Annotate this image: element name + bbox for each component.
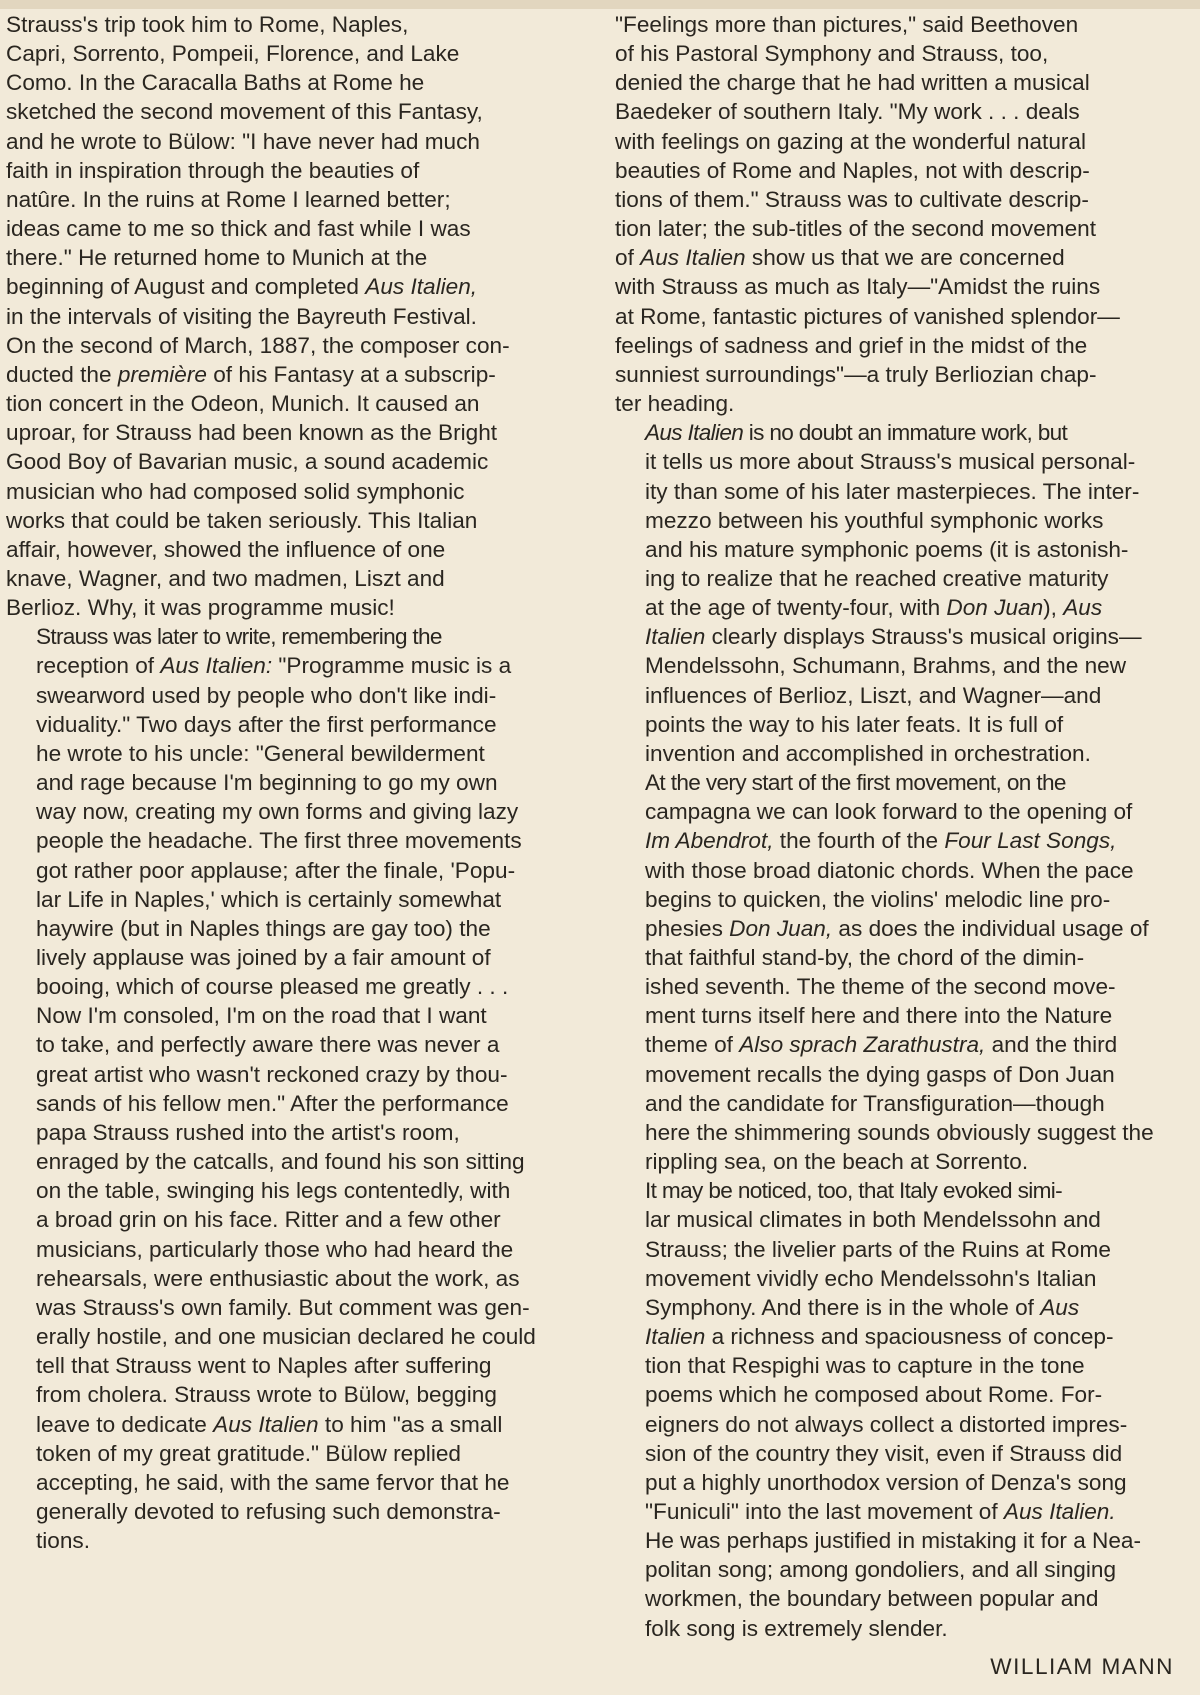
- text-segment: tion later; the sub-titles of the second movement: [615, 216, 1096, 242]
- text-segment: here the shimmering sounds obviously suggest the: [645, 1119, 1154, 1145]
- text-line: [6, 331, 588, 360]
- text-segment: and the third: [985, 1032, 1118, 1058]
- text-line: [6, 593, 588, 622]
- text-line: [615, 1439, 1197, 1468]
- text-segment: tions of them." Strauss was to cultivate descrip-: [615, 186, 1089, 212]
- text-line: [615, 651, 1197, 680]
- text-segment: lar musical climates in both Mendelssohn and: [645, 1207, 1101, 1233]
- text-line: [6, 914, 588, 943]
- text-line: [615, 418, 1197, 447]
- text-line: [6, 389, 588, 418]
- text-segment: with Strauss as much as Italy—"Amidst the ruins: [615, 274, 1101, 300]
- text-segment: ished seventh. The theme of the second move-: [645, 974, 1116, 1000]
- text-segment: sands of his fellow men." After the performance: [36, 1090, 509, 1116]
- paragraph: [615, 1176, 1197, 1643]
- text-segment: beauties of Rome and Naples, not with descrip-: [615, 157, 1090, 183]
- text-line: [615, 272, 1197, 301]
- text-segment: musician who had composed solid symphonic: [6, 478, 465, 504]
- text-line: [615, 1468, 1197, 1497]
- text-line: [6, 797, 588, 826]
- text-segment: ing to realize that he reached creative maturity: [645, 565, 1109, 591]
- text-line: [6, 39, 588, 68]
- text-segment: Mendelssohn, Schumann, Brahms, and the new: [645, 653, 1127, 679]
- text-segment: in the intervals of visiting the Bayreuth Festival.: [6, 303, 477, 329]
- text-segment: Strauss's trip took him to Rome, Naples,: [6, 12, 409, 37]
- text-line: [6, 1205, 588, 1234]
- text-segment: and his mature symphonic poems (it is astonish-: [645, 536, 1129, 562]
- text-line: [615, 1380, 1197, 1409]
- text-line: [615, 185, 1197, 214]
- text-line: [615, 1351, 1197, 1380]
- text-segment: denied the charge that he had written a musical: [615, 70, 1090, 96]
- text-segment: influences of Berlioz, Liszt, and Wagner—and: [645, 682, 1102, 708]
- text-segment: sunniest surroundings"—a truly Berliozian chap-: [615, 361, 1097, 387]
- text-segment: points the way to his later feats. It is full of: [645, 711, 1064, 737]
- text-line: [615, 1410, 1197, 1439]
- text-line: [615, 535, 1197, 564]
- text-segment: at Rome, fantastic pictures of vanished splendor—: [615, 303, 1120, 329]
- text-segment: "Funiculi" into the last movement of: [645, 1498, 1004, 1524]
- text-segment: On the second of March, 1887, the composer con-: [6, 332, 510, 358]
- text-segment: tions.: [36, 1528, 91, 1554]
- italic-title: Aus Italien,: [365, 274, 478, 300]
- text-line: [615, 1322, 1197, 1351]
- italic-title: Aus: [1040, 1294, 1080, 1320]
- text-segment: booing, which of course pleased me greatly . . .: [36, 974, 509, 1000]
- text-line: [6, 535, 588, 564]
- text-segment: tion that Respighi was to capture in the tone: [645, 1353, 1085, 1379]
- italic-title: Don Juan,: [729, 915, 833, 941]
- text-segment: there." He returned home to Munich at the: [6, 245, 428, 271]
- text-segment: musicians, particularly those who had heard the: [36, 1236, 514, 1262]
- text-line: [6, 97, 588, 126]
- text-segment: uproar, for Strauss had been known as the Bright: [6, 420, 498, 446]
- text-segment: natûre. In the ruins at Rome I learned better;: [6, 186, 451, 212]
- text-segment: erally hostile, and one musician declared he could: [36, 1324, 536, 1350]
- italic-title: Four Last Songs,: [944, 828, 1117, 854]
- text-segment: show us that we are concerned: [745, 245, 1065, 271]
- text-segment: Strauss was later to write, remembering the: [36, 624, 442, 650]
- text-segment: ducted the: [6, 361, 118, 387]
- text-segment: It may be noticed, too, that Italy evoked simi-: [645, 1178, 1063, 1204]
- text-segment: affair, however, showed the influence of one: [6, 536, 446, 562]
- text-segment: people the headache. The first three movements: [36, 828, 522, 854]
- text-line: [615, 302, 1197, 331]
- text-line: [6, 127, 588, 156]
- text-segment: Capri, Sorrento, Pompeii, Florence, and Lake: [6, 41, 460, 67]
- text-line: [6, 447, 588, 476]
- text-line: [615, 1060, 1197, 1089]
- text-segment: as does the individual usage of: [832, 915, 1149, 941]
- italic-title: Aus Italien:: [160, 653, 273, 679]
- text-line: [6, 826, 588, 855]
- text-line: [615, 1001, 1197, 1030]
- text-line: [615, 1584, 1197, 1613]
- text-segment: got rather poor applause; after the finale, 'Popu-: [36, 857, 516, 883]
- text-segment: of his Fantasy at a subscrip-: [206, 361, 496, 387]
- text-line: [615, 1205, 1197, 1234]
- text-line: [6, 214, 588, 243]
- text-segment: At the very start of the first movement, on the: [645, 770, 1066, 796]
- text-line: [615, 97, 1197, 126]
- text-segment: a broad grin on his face. Ritter and a few other: [36, 1207, 501, 1233]
- text-line: [6, 1235, 588, 1264]
- text-segment: Berlioz. Why, it was programme music!: [6, 595, 395, 621]
- text-segment: and the candidate for Transfiguration—though: [645, 1090, 1105, 1116]
- text-line: [615, 1176, 1197, 1205]
- text-segment: leave to dedicate: [36, 1411, 214, 1437]
- text-segment: on the table, swinging his legs contentedly, with: [36, 1178, 511, 1204]
- text-segment: at the age of twenty-four, with: [645, 595, 947, 621]
- italic-title: Italien: [645, 624, 706, 650]
- text-line: [6, 681, 588, 710]
- text-line: [6, 272, 588, 301]
- text-line: [6, 243, 588, 272]
- text-line: [615, 914, 1197, 943]
- text-line: [615, 972, 1197, 1001]
- italic-title: première: [117, 361, 207, 387]
- text-segment: enraged by the catcalls, and found his son sitting: [36, 1149, 525, 1175]
- author-signature: WILLIAM MANN: [990, 1654, 1174, 1679]
- text-line: [615, 622, 1197, 651]
- italic-title: Aus Italien: [645, 420, 744, 446]
- text-segment: from cholera. Strauss wrote to Bülow, begging: [36, 1382, 497, 1408]
- text-line: [6, 1030, 588, 1059]
- paragraph: [615, 10, 1197, 418]
- text-line: [6, 856, 588, 885]
- paragraph: [6, 10, 588, 622]
- text-segment: Now I'm consoled, I'm on the road that I want: [36, 1003, 487, 1029]
- italic-title: Aus: [1063, 595, 1103, 621]
- italic-title: Aus Italien: [213, 1411, 319, 1437]
- text-segment: tell that Strauss went to Naples after suffering: [36, 1353, 492, 1379]
- text-segment: token of my great gratitude." Bülow replied: [36, 1440, 461, 1466]
- text-line: [6, 506, 588, 535]
- italic-title: Italien: [645, 1324, 706, 1350]
- text-segment: campagna we can look forward to the opening of: [645, 799, 1133, 825]
- text-line: [615, 156, 1197, 185]
- italic-title: Im Abendrot,: [645, 828, 774, 854]
- text-segment: ter heading.: [615, 391, 735, 417]
- text-line: [6, 651, 588, 680]
- text-segment: lively applause was joined by a fair amount of: [36, 945, 491, 970]
- text-line: [615, 1614, 1197, 1643]
- text-segment: Good Boy of Bavarian music, a sound academic: [6, 449, 489, 475]
- text-segment: a richness and spaciousness of concep-: [705, 1324, 1114, 1350]
- text-line: [6, 1060, 588, 1089]
- text-segment: ment turns itself here and there into the Nature: [645, 1003, 1113, 1029]
- text-segment: invention and accomplished in orchestration.: [645, 740, 1091, 766]
- text-segment: he wrote to his uncle: "General bewilderment: [36, 740, 485, 766]
- text-segment: rippling sea, on the beach at Sorrento.: [645, 1149, 1029, 1175]
- text-line: [615, 710, 1197, 739]
- text-line: [6, 768, 588, 797]
- text-line: [615, 681, 1197, 710]
- text-line: [615, 39, 1197, 68]
- text-segment: to take, and perfectly aware there was never a: [36, 1032, 500, 1058]
- text-segment: papa Strauss rushed into the artist's room,: [36, 1119, 460, 1145]
- text-line: [6, 1380, 588, 1409]
- text-line: [615, 593, 1197, 622]
- text-segment: He was perhaps justified in mistaking it for a Nea-: [645, 1528, 1142, 1554]
- text-line: [615, 127, 1197, 156]
- text-line: [6, 943, 588, 972]
- text-line: [615, 447, 1197, 476]
- text-line: [615, 1293, 1197, 1322]
- text-segment: begins to quicken, the violins' melodic line pro-: [645, 886, 1111, 912]
- text-line: [615, 1147, 1197, 1176]
- text-line: [615, 1235, 1197, 1264]
- italic-title: Don Juan: [946, 595, 1044, 621]
- text-segment: "Programme music is a: [272, 653, 512, 679]
- text-segment: phesies: [645, 915, 730, 941]
- text-segment: is no doubt an immature work, but: [743, 420, 1068, 446]
- text-segment: clearly displays Strauss's musical origins—: [705, 624, 1142, 650]
- text-segment: it tells us more about Strauss's musical personal-: [645, 449, 1136, 475]
- text-segment: and he wrote to Bülow: "I have never had much: [6, 128, 480, 154]
- text-line: [6, 885, 588, 914]
- paragraph: [615, 768, 1197, 1176]
- text-segment: accepting, he said, with the same fervor that he: [36, 1469, 510, 1495]
- text-line: [615, 506, 1197, 535]
- text-line: [6, 360, 588, 389]
- text-line: [6, 477, 588, 506]
- text-line: [615, 389, 1197, 418]
- text-line: [615, 1526, 1197, 1555]
- text-segment: swearword used by people who don't like indi-: [36, 682, 497, 708]
- text-segment: Como. In the Caracalla Baths at Rome he: [6, 70, 425, 96]
- text-line: [6, 1118, 588, 1147]
- text-segment: with feelings on gazing at the wonderful natural: [615, 128, 1087, 154]
- text-segment: to him "as a small: [318, 1411, 503, 1437]
- text-segment: of his Pastoral Symphony and Strauss, too,: [615, 41, 1049, 67]
- text-segment: viduality." Two days after the first performance: [36, 711, 497, 737]
- text-segment: poems which he composed about Rome. For-: [645, 1382, 1103, 1408]
- text-line: [615, 214, 1197, 243]
- text-line: [615, 826, 1197, 855]
- italic-title: Aus Italien.: [1003, 1498, 1116, 1524]
- text-line: [615, 797, 1197, 826]
- text-segment: knave, Wagner, and two madmen, Liszt and: [6, 565, 445, 591]
- text-line: [6, 1176, 588, 1205]
- text-line: [6, 1089, 588, 1118]
- text-line: [6, 1439, 588, 1468]
- text-line: [6, 972, 588, 1001]
- text-segment: feelings of sadness and grief in the midst of the: [615, 332, 1088, 358]
- italic-title: Also sprach Zarathustra,: [739, 1032, 986, 1058]
- text-line: [6, 1293, 588, 1322]
- text-segment: ideas came to me so thick and fast while I was: [6, 216, 471, 242]
- text-line: [6, 1468, 588, 1497]
- text-segment: haywire (but in Naples things are gay too) the: [36, 915, 491, 941]
- text-segment: and rage because I'm beginning to go my own: [36, 770, 498, 796]
- text-line: [6, 710, 588, 739]
- text-segment: theme of: [645, 1032, 740, 1058]
- text-line: [615, 856, 1197, 885]
- text-segment: was Strauss's own family. But comment was gen-: [36, 1294, 530, 1320]
- text-line: [6, 302, 588, 331]
- text-segment: Symphony. And there is in the whole of: [645, 1294, 1041, 1320]
- text-line: [615, 477, 1197, 506]
- text-line: [6, 1264, 588, 1293]
- italic-title: Aus Italien: [640, 245, 746, 271]
- text-segment: tion concert in the Odeon, Munich. It caused an: [6, 391, 480, 417]
- text-line: [615, 1264, 1197, 1293]
- text-line: [615, 564, 1197, 593]
- text-segment: way now, creating my own forms and giving lazy: [36, 799, 519, 825]
- text-segment: "Feelings more than pictures," said Beethoven: [615, 12, 1079, 37]
- text-segment: sion of the country they visit, even if Strauss did: [645, 1440, 1123, 1466]
- text-line: [6, 1497, 588, 1526]
- text-segment: the fourth of the: [773, 828, 945, 854]
- text-segment: that faithful stand-by, the chord of the dimin-: [645, 945, 1085, 970]
- text-segment: ),: [1043, 595, 1064, 621]
- text-segment: Baedeker of southern Italy. "My work . . . deals: [615, 99, 1080, 125]
- left-text-column: [6, 10, 588, 1555]
- text-segment: great artist who wasn't reckoned crazy by thou-: [36, 1061, 508, 1087]
- page-top-edge: [0, 0, 1200, 9]
- text-segment: generally devoted to refusing such demonstra-: [36, 1498, 501, 1524]
- text-segment: rehearsals, were enthusiastic about the work, as: [36, 1265, 520, 1291]
- text-segment: put a highly unorthodox version of Denza's song: [645, 1469, 1127, 1495]
- text-line: [6, 739, 588, 768]
- text-segment: Strauss; the livelier parts of the Ruins at Rome: [645, 1236, 1111, 1262]
- text-line: [615, 768, 1197, 797]
- text-line: [6, 68, 588, 97]
- paragraph: [6, 622, 588, 1555]
- text-line: [6, 1351, 588, 1380]
- text-segment: workmen, the boundary between popular and: [645, 1586, 1099, 1612]
- text-segment: works that could be taken seriously. This Italian: [6, 507, 478, 533]
- text-line: [615, 1497, 1197, 1526]
- text-segment: movement vividly echo Mendelssohn's Italian: [645, 1265, 1097, 1291]
- text-line: [615, 739, 1197, 768]
- text-line: [6, 564, 588, 593]
- text-line: [615, 68, 1197, 97]
- text-segment: movement recalls the dying gasps of Don Juan: [645, 1061, 1115, 1087]
- text-segment: of: [615, 245, 641, 271]
- text-line: [6, 1147, 588, 1176]
- text-segment: ity than some of his later masterpieces. The inter-: [645, 478, 1140, 504]
- text-line: [615, 1555, 1197, 1584]
- text-line: [615, 331, 1197, 360]
- text-line: [615, 943, 1197, 972]
- text-segment: politan song; among gondoliers, and all singing: [645, 1557, 1117, 1583]
- text-segment: mezzo between his youthful symphonic works: [645, 507, 1104, 533]
- text-line: [615, 360, 1197, 389]
- text-line: [6, 10, 588, 39]
- text-line: [6, 1001, 588, 1030]
- text-line: [6, 156, 588, 185]
- text-line: [615, 885, 1197, 914]
- text-segment: eigners do not always collect a distorted impres-: [645, 1411, 1128, 1437]
- right-text-column: [615, 10, 1197, 1643]
- text-line: [6, 622, 588, 651]
- paragraph: [615, 418, 1197, 768]
- text-line: [6, 418, 588, 447]
- text-line: [615, 1118, 1197, 1147]
- text-segment: reception of: [36, 653, 161, 679]
- text-segment: sketched the second movement of this Fantasy,: [6, 99, 483, 125]
- text-line: [6, 185, 588, 214]
- text-segment: beginning of August and completed: [6, 274, 366, 300]
- text-line: [615, 10, 1197, 39]
- text-line: [615, 1030, 1197, 1059]
- text-line: [6, 1322, 588, 1351]
- text-line: [6, 1526, 588, 1555]
- text-segment: lar Life in Naples,' which is certainly somewhat: [36, 886, 502, 912]
- text-line: [615, 1089, 1197, 1118]
- text-line: [6, 1410, 588, 1439]
- text-segment: folk song is extremely slender.: [645, 1615, 948, 1641]
- text-segment: with those broad diatonic chords. When the pace: [645, 857, 1134, 883]
- text-segment: faith in inspiration through the beauties of: [6, 157, 420, 183]
- text-line: [615, 243, 1197, 272]
